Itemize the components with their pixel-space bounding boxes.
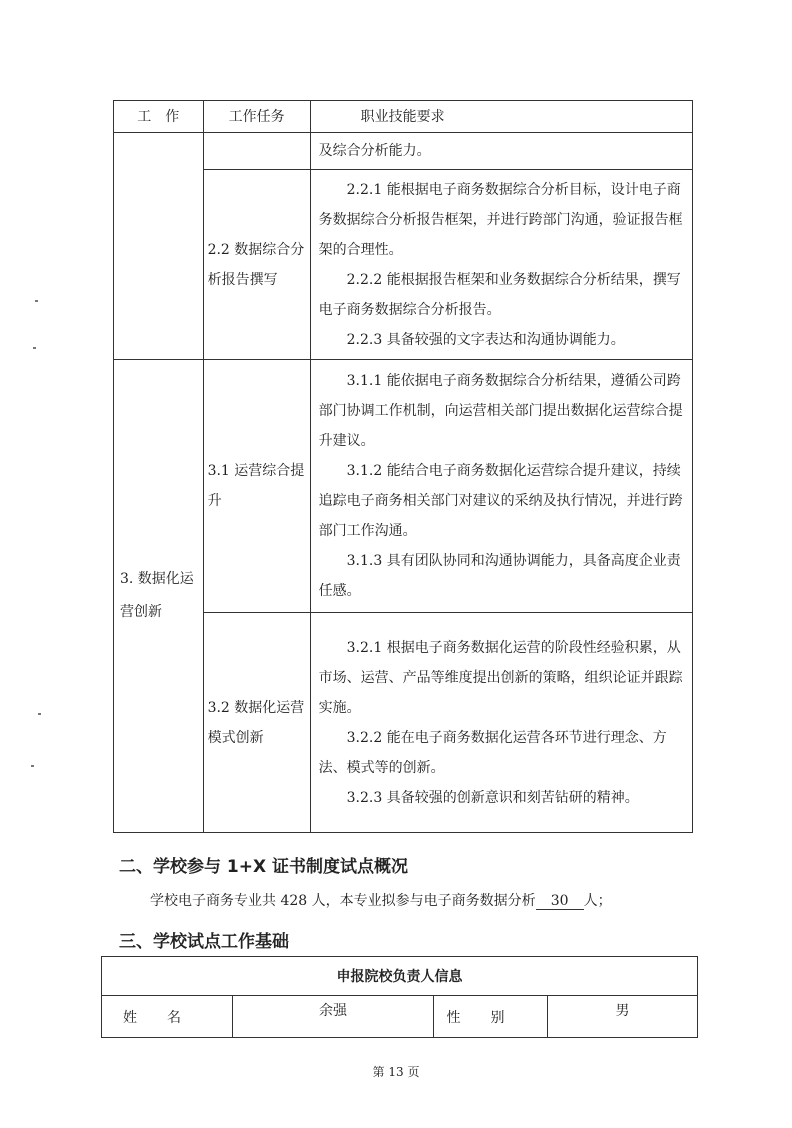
intro-text-after: 人； [583, 893, 612, 909]
requirement-item: 3.2.1 根据电子商务数据化运营的阶段性经验积累，从市场、运营、产品等维度提出创新的策略，组织论证并跟踪实施。 [318, 639, 683, 716]
table-row [114, 360, 693, 613]
scan-speck [35, 300, 38, 302]
task-cell-empty [203, 133, 310, 170]
info-row [102, 996, 698, 1038]
table-row [114, 133, 693, 170]
participant-count: 30 [536, 893, 584, 910]
task-cell: 3.2 数据化运营模式创新 [203, 613, 310, 833]
section-3-heading: 三、学校试点工作基础 [119, 932, 289, 952]
scan-speck [33, 347, 36, 349]
requirements-cell [310, 170, 692, 360]
scan-speck [31, 765, 34, 767]
requirements-cell [310, 613, 692, 833]
header-task: 工作任务 [203, 101, 310, 133]
requirement-item: 3.2.3 具备较强的创新意识和刻苦钻研的精神。 [346, 789, 639, 806]
gender-value: 男 [548, 996, 698, 1038]
name-value: 余强 [233, 996, 434, 1038]
requirement-item: 3.1.3 具有团队协同和沟通协调能力，具备高度企业责任感。 [318, 553, 681, 599]
section-2-heading: 二、学校参与 1+X 证书制度试点概况 [119, 857, 409, 877]
header-work: 工 作 [114, 101, 204, 133]
dimension-cell: 3. 数据化运营创新 [114, 360, 204, 833]
section-2-text [150, 890, 612, 910]
requirements-cell [310, 133, 692, 170]
requirements-cell [310, 360, 692, 613]
requirement-item: 2.2.3 具备较强的文字表达和沟通协调能力。 [346, 331, 625, 348]
header-requirements: 职业技能要求 [310, 101, 692, 133]
task-cell: 2.2 数据综合分析报告撰写 [203, 170, 310, 360]
scan-speck [38, 713, 41, 715]
requirement-item: 及综合分析能力。 [318, 143, 431, 159]
requirement-item: 2.2.1 能根据电子商务数据综合分析目标，设计电子商务数据综合分析报告框架，并进行跨部门沟通，验证报告框架的合理性。 [318, 181, 683, 258]
dimension-cell-prev [114, 133, 204, 360]
requirement-item: 3.1.2 能结合电子商务数据化运营综合提升建议，持续追踪电子商务相关部门对建议的采纳及执行情况，并进行跨部门工作沟通。 [318, 463, 683, 539]
requirement-item: 3.1.1 能依据电子商务数据综合分析结果，遵循公司跨部门协调工作机制，向运营相关部门提出数据化运营综合提升建议。 [318, 373, 683, 449]
info-title-row [102, 957, 698, 996]
gender-label: 性别 [434, 996, 548, 1038]
intro-text-before: 学校电子商务专业共 428 人，本专业拟参与电子商务数据分析 [150, 893, 536, 909]
page-number: 第 13 页 [372, 1065, 420, 1079]
principal-info-table [101, 956, 698, 1038]
table-header-row [114, 101, 693, 133]
skills-table [113, 100, 693, 833]
name-label: 姓名 [102, 996, 233, 1038]
task-cell: 3.1 运营综合提升 [203, 360, 310, 613]
info-title: 申报院校负责人信息 [102, 957, 698, 996]
requirement-item: 3.2.2 能在电子商务数据化运营各环节进行理念、方法、模式等的创新。 [318, 729, 667, 776]
requirement-item: 2.2.2 能根据报告框架和业务数据综合分析结果，撰写电子商务数据综合分析报告。 [318, 271, 681, 318]
